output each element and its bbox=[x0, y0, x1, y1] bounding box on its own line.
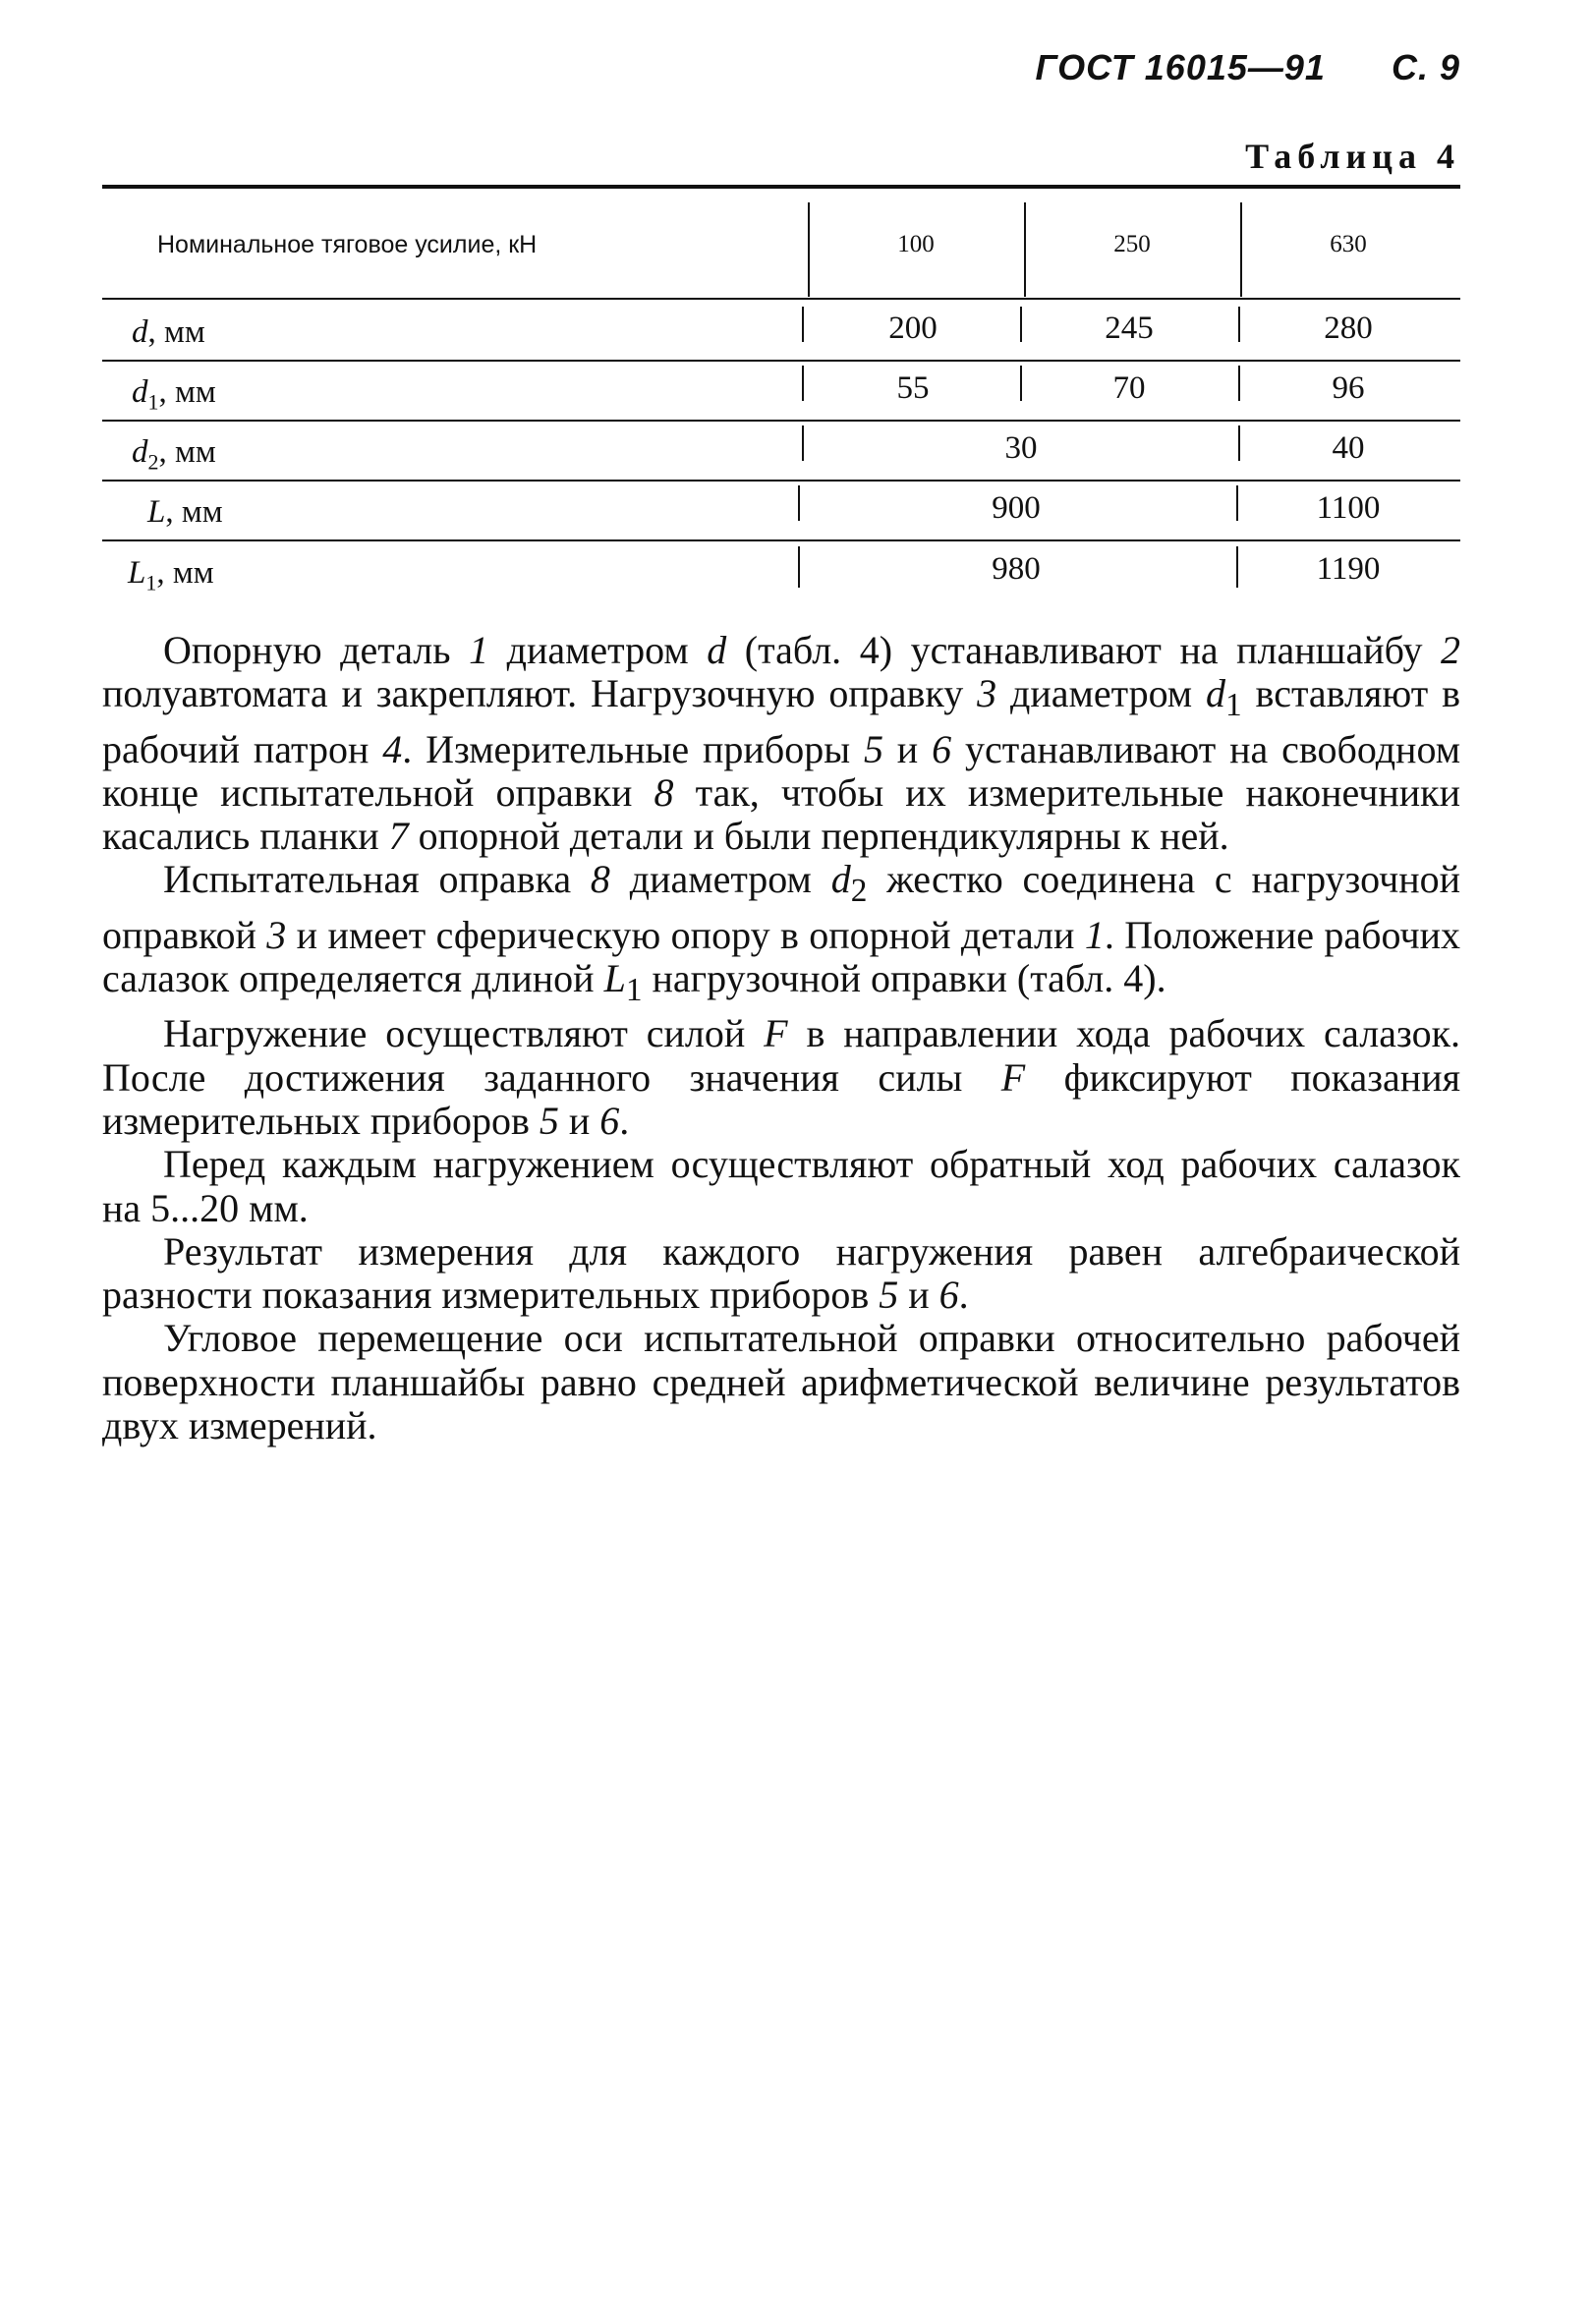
parameters-table bbox=[102, 185, 1460, 603]
row-unit: , мм bbox=[156, 555, 214, 591]
table-cell: 900 bbox=[992, 490, 1041, 526]
table-rule bbox=[102, 420, 1460, 422]
table-cell: 1190 bbox=[1316, 551, 1381, 587]
row-symbol: d bbox=[132, 314, 148, 350]
row-unit: , мм bbox=[147, 314, 205, 350]
row-unit: , мм bbox=[158, 374, 216, 410]
table-cell: 280 bbox=[1324, 311, 1373, 346]
table-cell: 96 bbox=[1332, 370, 1365, 406]
row-subscript: 1 bbox=[147, 389, 159, 415]
column-divider bbox=[1238, 425, 1240, 461]
page-header bbox=[1036, 47, 1460, 88]
column-divider bbox=[1236, 546, 1238, 588]
table-cell: 200 bbox=[888, 311, 938, 346]
paragraph: Угловое перемещение оси испытательной оправки относительно рабочей поверхности планшайбы равно средней арифметической величине результатов двух измерений. bbox=[102, 1316, 1460, 1448]
row-symbol: d bbox=[132, 374, 148, 410]
column-divider bbox=[1236, 485, 1238, 521]
table-cell: 245 bbox=[1105, 311, 1154, 346]
column-divider bbox=[798, 485, 800, 521]
table-rule bbox=[102, 539, 1460, 541]
column-divider bbox=[802, 366, 804, 401]
row-unit: , мм bbox=[165, 494, 223, 530]
paragraph: Опорную деталь 1 диаметром d (табл. 4) устанавливают на планшайбу 2 полуавтомата и закрепляют. Нагрузочную оправку 3 диаметром $d_1$ вставляют в рабочий патрон 4. Измерительные приборы 5 и 6 устанавливают на свободном конце испытательной оправки 8 так, чтобы их измерительные наконечники касались планки 7 опорной детали и были перпендикулярны к ней. bbox=[102, 628, 1461, 859]
table-row-label bbox=[132, 374, 216, 416]
row-symbol: d bbox=[132, 434, 148, 470]
table-cell: 980 bbox=[992, 551, 1041, 587]
column-divider bbox=[1020, 366, 1022, 401]
table-cell: 70 bbox=[1112, 370, 1146, 406]
column-divider bbox=[1020, 307, 1022, 342]
paragraph: Перед каждым нагружением осуществляют обратный ход рабочих салазок на 5...20 мм. bbox=[102, 1142, 1460, 1230]
standard-number: ГОСТ 16015—91 bbox=[1035, 47, 1326, 87]
column-divider bbox=[1238, 307, 1240, 342]
table-rule bbox=[102, 480, 1460, 482]
row-subscript: 1 bbox=[145, 570, 157, 595]
column-divider bbox=[802, 307, 804, 342]
table-cell: 55 bbox=[896, 370, 930, 406]
table-cell: 1100 bbox=[1316, 490, 1381, 526]
row-symbol: L bbox=[128, 555, 146, 591]
row-symbol: L bbox=[147, 494, 166, 530]
table-row-label bbox=[128, 555, 214, 596]
column-divider bbox=[798, 546, 800, 588]
column-divider bbox=[1238, 366, 1240, 401]
body-text bbox=[102, 629, 1460, 1447]
column-header: 250 bbox=[1113, 231, 1151, 257]
page-number: С. 9 bbox=[1391, 47, 1460, 87]
row-subscript: 2 bbox=[147, 449, 159, 475]
table-cell: 40 bbox=[1332, 430, 1365, 466]
table-cell: 30 bbox=[1004, 430, 1038, 466]
column-divider bbox=[802, 425, 804, 461]
paragraph: Результат измерения для каждого нагружения равен алгебраической разности показания измерительных приборов 5 и 6. bbox=[102, 1228, 1460, 1318]
paragraph: Нагружение осуществляют силой F в направлении хода рабочих салазок. После достижения заданного значения силы F фиксируют показания измерительных приборов 5 и 6. bbox=[102, 1011, 1461, 1143]
paragraph: Испытательная оправка 8 диаметром $d_2$ жестко соединена с нагрузочной оправкой 3 и имеет сферическую опору в опорной детали 1. Положение рабочих салазок определяется длиной $L_1$ нагрузочной оправки (табл. 4). bbox=[102, 857, 1460, 1009]
table-row-label bbox=[132, 434, 216, 476]
row-unit: , мм bbox=[158, 434, 216, 470]
table-top-rule bbox=[102, 185, 1460, 189]
column-header: 630 bbox=[1330, 231, 1367, 257]
table-caption: Таблица 4 bbox=[1245, 137, 1460, 176]
table-row-label bbox=[147, 494, 223, 531]
table-row-label bbox=[132, 314, 205, 351]
table-rule bbox=[102, 360, 1460, 362]
table-rule bbox=[102, 298, 1460, 300]
column-header: 100 bbox=[897, 231, 935, 257]
table-header-label: Номинальное тяговое усилие, кН bbox=[157, 231, 538, 258]
